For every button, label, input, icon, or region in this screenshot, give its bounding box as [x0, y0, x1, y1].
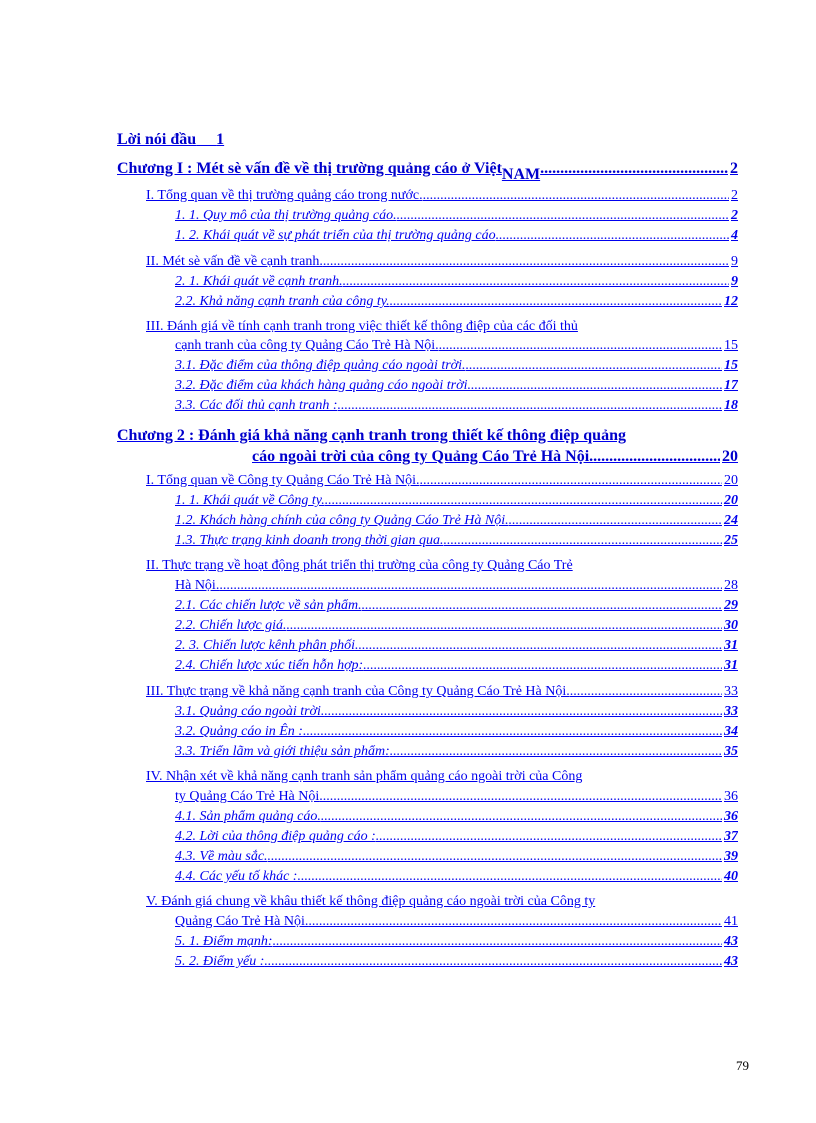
- toc-c2-item-4-4-link[interactable]: 4.4. Các yếu tố khác : ..... 40: [175, 868, 738, 886]
- toc-chapter-2-line2-link[interactable]: cáo ngoài trời của công ty Quảng Cáo Trẻ Hà Nội. ..... 20: [252, 447, 738, 467]
- toc-c2-item-5-2-link[interactable]: 5. 2. Điểm yếu : ..... 43: [175, 953, 738, 971]
- toc-c2-section-5-line1-link[interactable]: V. Đánh giá chung về khâu thiết kế thông điệp quảng cáo ngoài trời của Công ty: [146, 894, 596, 909]
- toc-c2-section-2-line2-link[interactable]: Hà Nội. ..... 28: [175, 577, 738, 595]
- toc-chapter-1-link[interactable]: [117, 159, 738, 185]
- toc-c1-section-3-line2-link[interactable]: cạnh tranh của công ty Quảng Cáo Trẻ Hà Nội. ..... 15: [175, 337, 738, 355]
- toc-chapter-1-text: Chương I : Mét sè vấn đề về thị trường quảng cáo ở Việt: [117, 160, 502, 177]
- toc-c2-item-3-1-link[interactable]: 3.1. Quảng cáo ngoài trời. ..... 33: [175, 703, 738, 721]
- toc-chapter-1-suffix: NAM: [501, 166, 541, 183]
- toc-c1-item-3-1-link[interactable]: 3.1. Đặc điểm của thông điệp quảng cáo ngoài trời. ..... 15: [175, 357, 738, 375]
- toc-c1-section-2-link[interactable]: II. Mét sè vấn đề về cạnh tranh. ..... 9: [146, 253, 738, 271]
- toc-c2-item-2-4-link[interactable]: 2.4. Chiến lược xúc tiến hỗn hợp: ..... 31: [175, 657, 738, 675]
- toc-c1-item-2-1-link[interactable]: 2. 1. Khái quát về cạnh tranh. ..... 9: [175, 273, 738, 291]
- toc-c2-item-3-3-link[interactable]: 3.3. Triển lãm và giới thiệu sản phẩm: ..... 35: [175, 743, 738, 761]
- toc-c2-item-3-2-link[interactable]: 3.2. Quảng cáo in Ên : ..... 34: [175, 723, 738, 741]
- toc-c1-item-3-2-link[interactable]: 3.2. Đặc điểm của khách hàng quảng cáo ngoài trời. ..... 17: [175, 377, 738, 395]
- toc-c2-section-1-link[interactable]: I. Tổng quan về Công ty Quảng Cáo Trẻ Hà Nội. ..... 20: [146, 472, 738, 490]
- toc-c2-item-1-1-link[interactable]: 1. 1. Khái quát về Công ty. ..... 20: [175, 492, 738, 510]
- toc-c2-item-2-3-link[interactable]: 2. 3. Chiến lược kênh phân phối ..... 31: [175, 637, 738, 655]
- toc-c2-section-2-line1-link[interactable]: II. Thực trạng về hoạt động phát triển thị trường của công ty Quảng Cáo Trẻ: [146, 558, 573, 573]
- toc-c2-section-3-link[interactable]: III. Thực trạng về khả năng cạnh tranh của Công ty Quảng Cáo Trẻ Hà Nội. ..... 33: [146, 683, 738, 701]
- toc-chapter-2-line1-link[interactable]: Chương 2 : Đánh giá khả năng cạnh tranh trong thiết kế thông điệp quảng: [117, 427, 626, 444]
- toc-c2-item-2-2-link[interactable]: 2.2. Chiến lược giá. ..... 30: [175, 617, 738, 635]
- toc-c2-item-4-2-link[interactable]: 4.2. Lời của thông điệp quảng cáo : ..... 37: [175, 828, 738, 846]
- page-number: 79: [736, 1058, 749, 1073]
- toc-c2-section-5-line2-link[interactable]: Quảng Cáo Trẻ Hà Nội. ..... 41: [175, 913, 738, 931]
- toc-c1-item-1-1-link[interactable]: 1. 1. Quy mô của thị trường quảng cáo. ..... 2: [175, 207, 738, 225]
- toc-c1-section-3-line1-link[interactable]: III. Đánh giá về tính cạnh tranh trong việc thiết kế thông điệp của các đối thủ: [146, 319, 578, 334]
- toc-c1-item-2-2-link[interactable]: 2.2. Khả năng cạnh tranh của công ty. ..... 12: [175, 293, 738, 311]
- toc-c2-item-1-2-link[interactable]: 1.2. Khách hàng chính của công ty Quảng Cáo Trẻ Hà Nội. ..... 24: [175, 512, 738, 530]
- toc-c1-section-1-link[interactable]: I. Tổng quan về thị trường quảng cáo trong nước. ..... 2: [146, 187, 738, 205]
- toc-c2-item-4-3-link[interactable]: 4.3. Về màu sắc. ..... 39: [175, 848, 738, 866]
- toc-c2-item-2-1-link[interactable]: 2.1. Các chiến lược về sản phẩm. ..... 29: [175, 597, 738, 615]
- toc-c2-section-4-line1-link[interactable]: IV. Nhận xét về khả năng cạnh tranh sản phẩm quảng cáo ngoài trời của Công: [146, 769, 583, 784]
- toc-c2-item-4-1-link[interactable]: 4.1. Sản phẩm quảng cáo. ..... 36: [175, 808, 738, 826]
- toc-c2-section-4-line2-link[interactable]: ty Quảng Cáo Trẻ Hà Nội ..... 36: [175, 788, 738, 806]
- toc-title-text: Lời nói đầu: [117, 131, 197, 148]
- toc-c1-item-1-2-link[interactable]: 1. 2. Khái quát về sự phát triển của thị trường quảng cáo ..... 4: [175, 227, 738, 245]
- toc-c2-item-1-3-link[interactable]: 1.3. Thực trạng kinh doanh trong thời gian qua. ..... 25: [175, 532, 738, 550]
- toc-title-page: 1: [216, 131, 225, 148]
- toc-title-link[interactable]: [117, 130, 257, 150]
- toc-c2-item-5-1-link[interactable]: 5. 1. Điểm mạnh: ..... 43: [175, 933, 738, 951]
- toc-chapter-1-page: 2: [730, 160, 738, 177]
- toc-c1-item-3-3-link[interactable]: 3.3. Các đối thủ cạnh tranh : ..... 18: [175, 397, 738, 415]
